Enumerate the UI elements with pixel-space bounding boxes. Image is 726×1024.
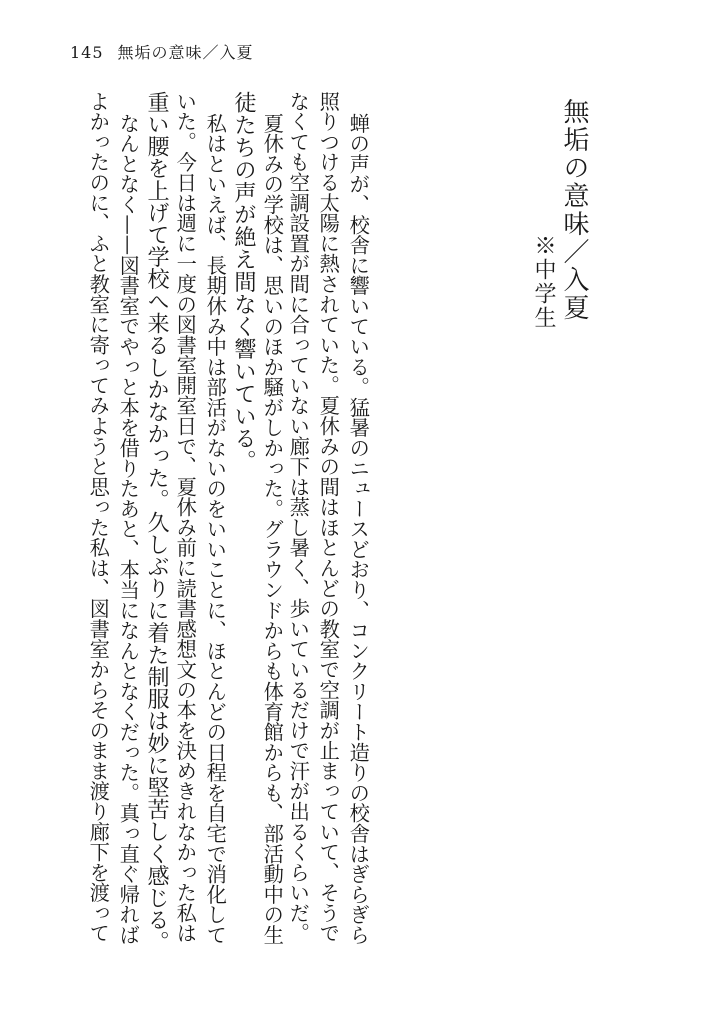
body-line: よかったのに、ふと教室に寄ってみようと思った私は、図書室からそのまま渡り廊下を渡って (86, 91, 111, 944)
running-title: 無垢の意味／入夏 (117, 43, 254, 62)
body-line: 重い腰を上げて学校へ来るしかなかった。久しぶりに着た制服は妙に堅苦しく感じる。 (144, 91, 171, 953)
body-line: 徒たちの声が絶え間なく響いている。 (230, 91, 257, 472)
body-line: いた。今日は週に一度の図書室開室日で、夏休み前に読書感想文の本を決めきれなかった私は (173, 91, 198, 944)
body-line: 私はといえば、長期休み中は部活がないのをいいことに、ほとんどの日程を自宅で消化して (203, 113, 228, 945)
body-line: 蝉の声が、校舎に響いている。猛暑のニュースどおり、コンクリート造りの校舎はぎらぎら (346, 113, 371, 945)
chapter-title: 無垢の意味／入夏 (559, 98, 589, 322)
page-number: 145 (70, 43, 104, 62)
running-header (70, 40, 254, 63)
body-line: 夏休みの学校は、思いのほか騒がしかった。グラウンドからも体育館からも、部活動中の生 (260, 113, 285, 945)
body-line: 照りつける太陽に熱されていた。夏休みの間はほとんどの教室で空調が止まっていて、そうで (316, 91, 341, 944)
body-line: なくても空調設置が間に合っていない廊下は蒸し暑く、歩いているだけで汗が出るくらいだ。 (286, 91, 311, 944)
body-line: なんとなく——図書室でやっと本を借りたあと、本当になんとなくだった。真っ直ぐ帰れば (116, 113, 141, 945)
chapter-note: ※中学生 (531, 234, 556, 330)
